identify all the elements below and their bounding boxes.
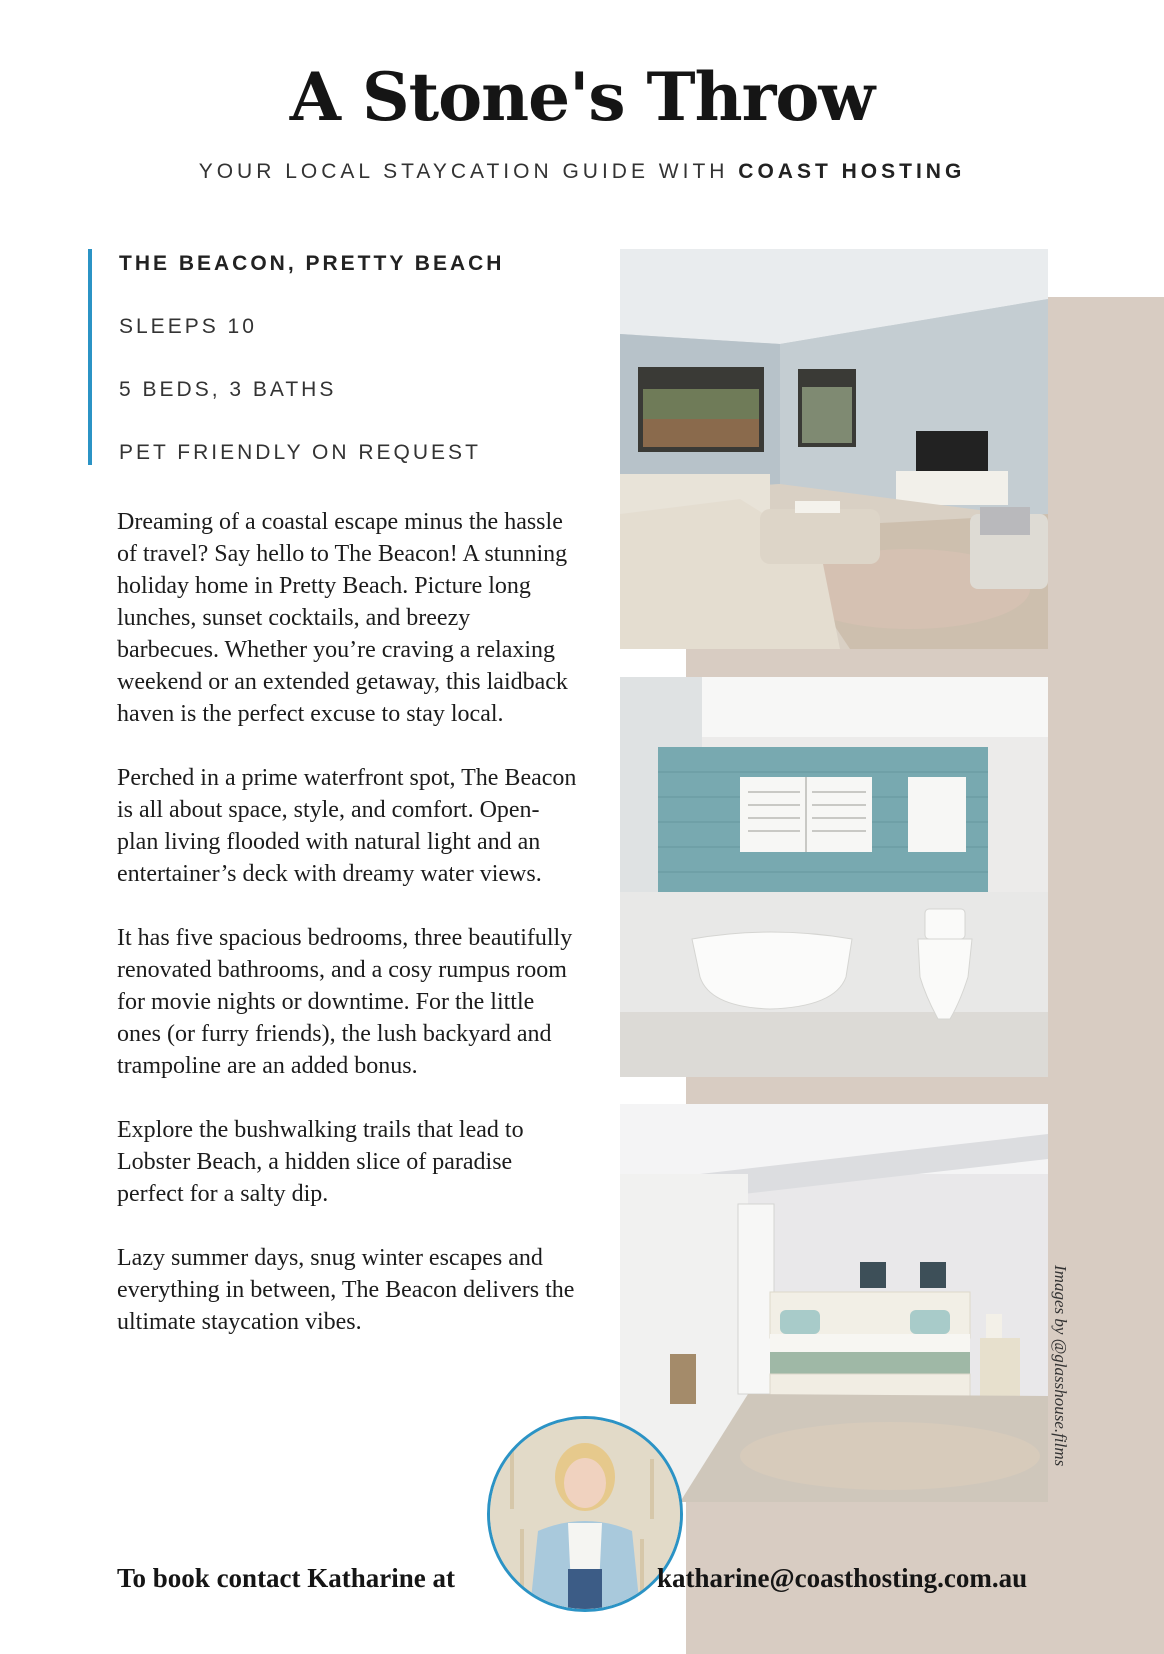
property-sleeps: SLEEPS 10 — [119, 315, 257, 338]
katharine-portrait-illustration — [490, 1419, 680, 1609]
living-room-illustration — [620, 249, 1048, 649]
katharine-avatar — [487, 1416, 683, 1612]
body-paragraph-5: Lazy summer days, snug winter escapes and everything in between, The Beacon delivers the ultimate staycation vibes. — [117, 1245, 575, 1335]
page-subtitle — [0, 160, 1164, 184]
contact-email[interactable]: katharine@coasthosting.com.au — [657, 1563, 1028, 1593]
living-room-photo — [620, 249, 1048, 649]
subtitle-prefix: YOUR LOCAL STAYCATION GUIDE WITH — [198, 160, 729, 183]
page-title: A Stone's Throw — [289, 58, 875, 136]
facts-accent-bar — [88, 249, 92, 465]
body-paragraph-3: It has five spacious bedrooms, three beautifully renovated bathrooms, and a cosy rumpus room for movie nights or downtime. For the little ones (or furry friends), the lush backyard and trampoline are an added bonus. — [117, 925, 573, 1079]
bedroom-photo — [620, 1104, 1048, 1502]
property-name: THE BEACON, PRETTY BEACH — [119, 252, 505, 275]
article-body — [117, 506, 577, 1370]
property-facts — [119, 249, 504, 501]
body-paragraph-2: Perched in a prime waterfront spot, The Beacon is all about space, style, and comfort. Open-plan living flooded with natural light and an entertainer’s deck with dreamy water views. — [117, 765, 577, 887]
bedroom-illustration — [620, 1104, 1048, 1502]
contact-text: To book contact Katharine at — [117, 1563, 456, 1593]
bathroom-illustration — [620, 677, 1048, 1077]
body-paragraph-4: Explore the bushwalking trails that lead to Lobster Beach, a hidden slice of paradise perfect for a salty dip. — [117, 1117, 524, 1207]
property-rooms: 5 BEDS, 3 BATHS — [119, 378, 337, 401]
property-pets: PET FRIENDLY ON REQUEST — [119, 441, 481, 464]
image-credit: Images by @glasshouse.films — [1051, 1265, 1070, 1467]
body-paragraph-1: Dreaming of a coastal escape minus the hassle of travel? Say hello to The Beacon! A stunning holiday home in Pretty Beach. Picture long lunches, sunset cocktails, and breezy barbecues. Whether you’re craving a relaxing weekend or an extended getaway, this laidback haven is the perfect excuse to stay local. — [117, 509, 568, 727]
bathroom-photo — [620, 677, 1048, 1077]
subtitle-brand: COAST HOSTING — [738, 160, 966, 183]
